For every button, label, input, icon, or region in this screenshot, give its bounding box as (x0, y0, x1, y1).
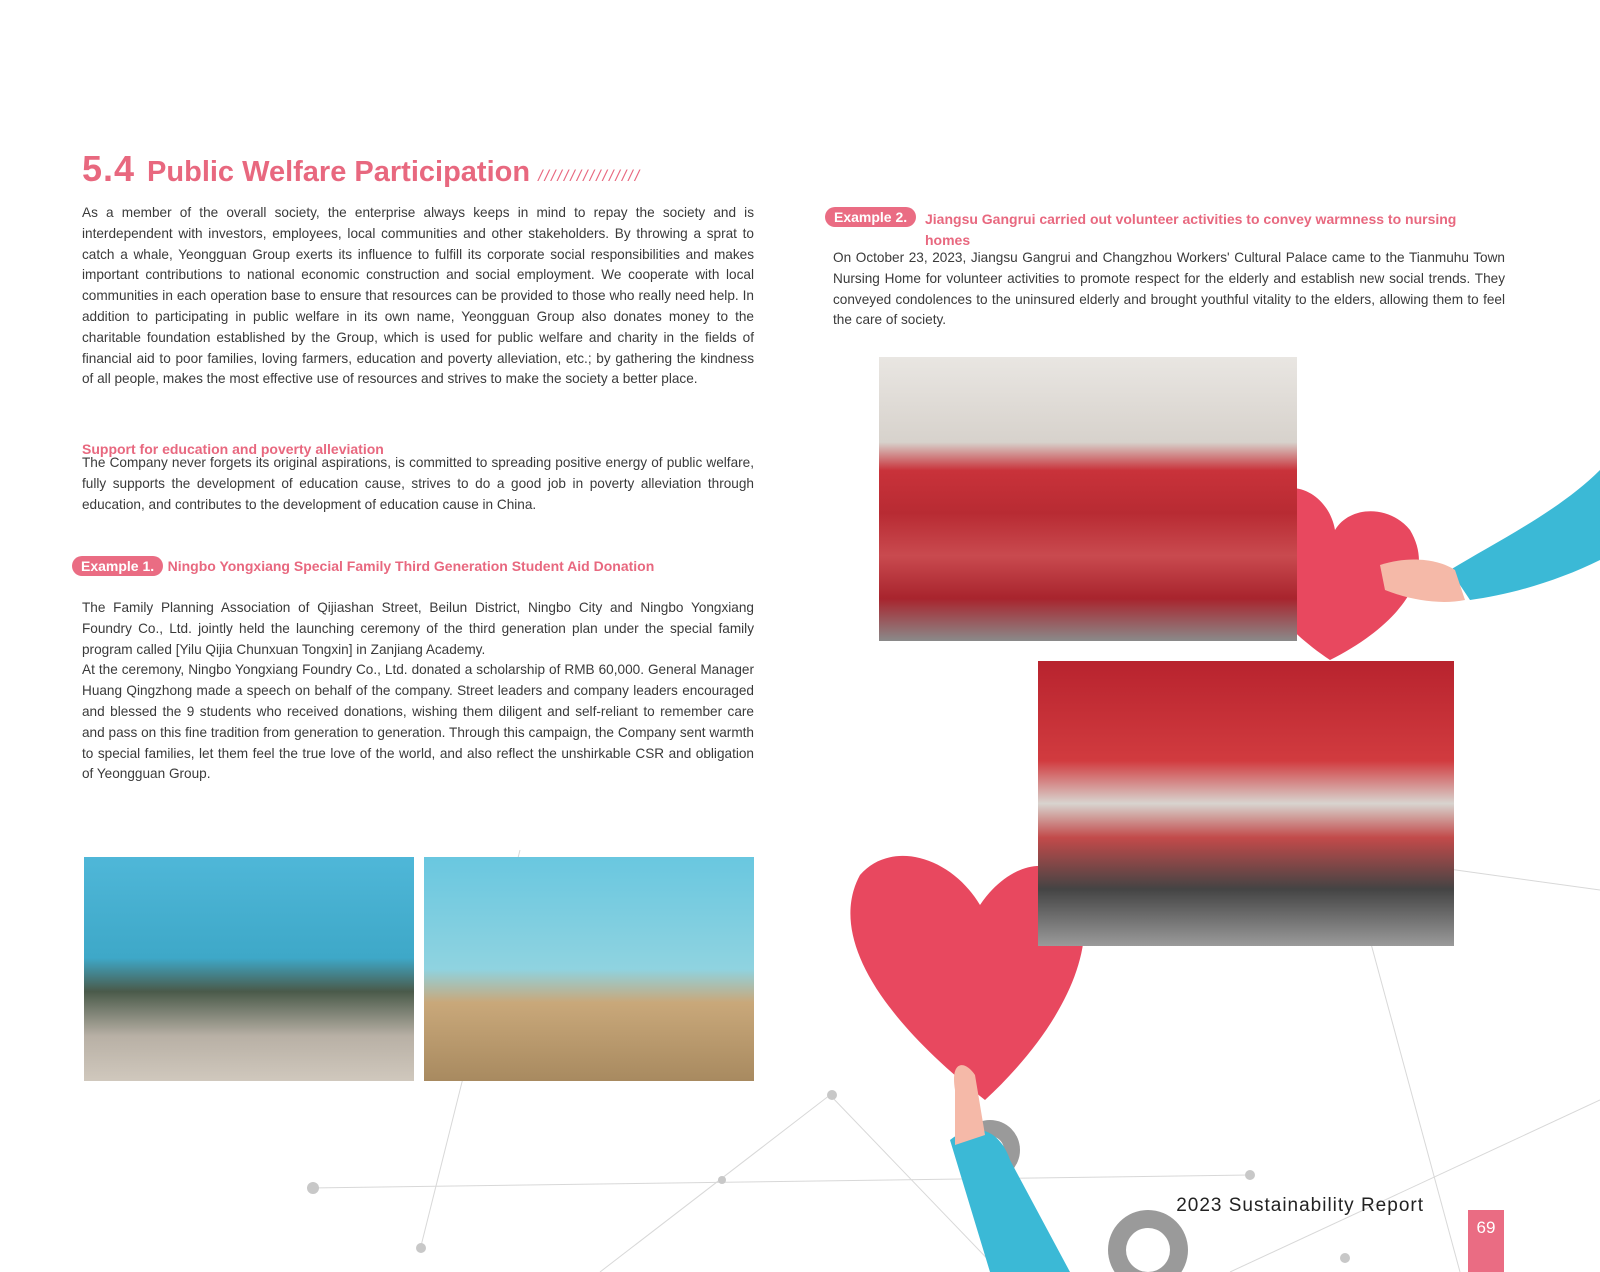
example2-tag: Example 2. (825, 207, 916, 227)
section-number: 5.4 (82, 148, 136, 189)
section-title (82, 148, 641, 190)
report-footer: 2023 Sustainability Report (1176, 1195, 1424, 1216)
example1-title: Ningbo Yongxiang Special Family Third Generation Student Aid Donation (167, 558, 655, 574)
example2-paragraph: On October 23, 2023, Jiangsu Gangrui and Changzhou Workers' Cultural Palace came to the Tianmuhu Town Nursing Home for volunteer activities to promote respect for the elderly and establish new social trends. They conveyed condolences to the uninsured elderly and brought youthful vitality to the elders, allowing them to feel the care of society. (833, 250, 1505, 328)
example2-header (825, 207, 1485, 251)
volunteer-gift-photo (1038, 661, 1454, 946)
support-paragraph: The Company never forgets its original aspirations, is committed to spreading positive energy of public welfare, fully supports the development of education cause, strives to do a good job in poverty alleviation through education, and contributes to the development of education cause in China. (82, 455, 754, 512)
example2-title: Jiangsu Gangrui carried out volunteer activities to convey warmness to nursing homes (925, 211, 1457, 248)
scholarship-ceremony-photo-2 (424, 857, 754, 1081)
example1-body (82, 598, 754, 785)
example1-header (72, 556, 654, 577)
example1-tag: Example 1. (72, 556, 163, 576)
example1-paragraph-1: The Family Planning Association of Qijiashan Street, Beilun District, Ningbo City and Ningbo Yongxiang Foundry Co., Ltd. jointly held the launching ceremony of the third generation plan under the special family program called [Yilu Qijia Chunxuan Tongxin] in Zanjiang Academy. (82, 600, 754, 657)
section-heading: Public Welfare Participation (147, 156, 531, 188)
support-heading: Support for education and poverty alleviation (82, 441, 384, 457)
nursing-home-group-photo (879, 357, 1297, 641)
intro-paragraph: As a member of the overall society, the enterprise always keeps in mind to repay the society and is interdependent with investors, employees, local communities and other stakeholders. By throwing a sprat to catch a whale, Yeongguan Group exerts its influence to fulfill its corporate social responsibilities and makes important contributions to national economic construction and social employment. We cooperate with local communities in each operation base to ensure that resources can be provided to those who really need help. In addition to participating in public welfare in its own name, Yeongguan Group also donates money to the charitable foundation established by the Group, which is used for public welfare and charity in the fields of financial aid to poor families, loving farmers, education and poverty alleviation, etc.; by gathering the kindness of all people, makes the most effective use of resources and strives to make the society a better place. (82, 205, 754, 387)
title-decoration: //////////////// (538, 168, 642, 185)
scholarship-ceremony-photo-1 (84, 857, 414, 1081)
example1-paragraph-2: At the ceremony, Ningbo Yongxiang Foundry Co., Ltd. donated a scholarship of RMB 60,000. General Manager Huang Qingzhong made a speech on behalf of the company. Street leaders and company leaders encouraged and blessed the 9 students who received donations, wishing them diligent and self-reliant to remember care and pass on this fine tradition from generation to generation. Through this campaign, the Company sent warmth to special families, let them feel the true love of the world, and also reflect the unshirkable CSR and obligation of Yeongguan Group. (82, 662, 754, 782)
page-number: 69 (1468, 1210, 1504, 1272)
